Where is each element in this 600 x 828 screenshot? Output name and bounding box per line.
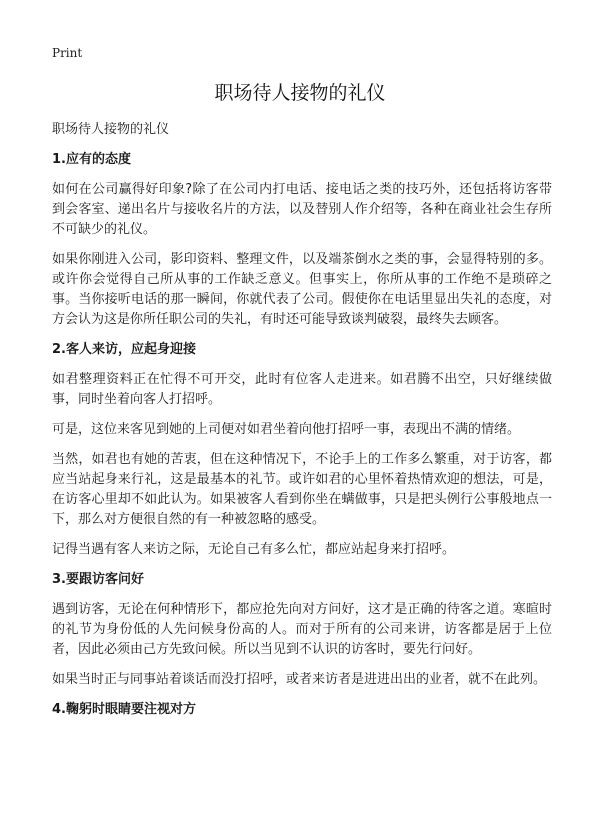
paragraph: 如果当时正与同事站着谈话而没打招呼，或者来访者是进进出出的业者，就不在此列。 <box>52 672 547 687</box>
paragraph: 如何在公司赢得好印象?除了在公司内打电话、接电话之类的技巧外，还包括将访客带到会客室、递出名片与接收名片的方法，以及替别人作介绍等，各种在商业社会生存所不可缺少的礼仪。 <box>52 182 552 237</box>
paragraph: 可是，这位来客见到她的上司便对如君坐着向他打招呼一事，表现出不满的情绪。 <box>52 422 521 437</box>
section-heading-say-hello: 3.要跟访客问好 <box>52 572 144 587</box>
paragraph: 当然，如君也有她的苦衷，但在这种情况下，不论手上的工作多么繁重，对于访客，都应当站起身来行礼，这是最基本的礼节。或许如君的心里怀着热情欢迎的想法，可是，在访客心里却不如此认为。如果被客人看到你坐在螨做事，只是把头例行公事般地点一下，那么对方便很自然的有一种被忽略的感受。 <box>52 452 552 527</box>
section-heading-bow: 4.鞠躬时眼睛要注视对方 <box>52 702 196 717</box>
paragraph: 遇到访客，无论在何种情形下，都应抢先向对方问好，这才是正确的待客之道。寒暄时的礼节为身份低的人先问候身份高的人。而对于所有的公司来讲，访客都是居于上位者，因此必须由己方先致问候。所以当见到不认识的访客时，要先行问好。 <box>52 602 552 657</box>
article-body <box>52 120 552 730</box>
paragraph: 如果你刚进入公司，影印资料、整理文件，以及端茶倒水之类的事，会显得特别的多。或许你会觉得自己所从事的工作缺乏意义。但事实上，你所从事的工作绝不是琐碎之事。当你接听电话的那一瞬间，你就代表了公司。假使你在电话里显出失礼的态度，对方会认为这是你所任职公司的失礼，有时还可能导致谈判破裂，最终失去顾客。 <box>52 252 552 327</box>
section-heading-attitude: 1.应有的态度 <box>52 152 131 167</box>
paragraph: 如君整理资料正在忙得不可开交，此时有位客人走进来。如君腾不出空，只好继续做事，同时坐着向客人打招呼。 <box>52 372 552 407</box>
section-heading-greet-visitors: 2.客人来访，应起身迎接 <box>52 342 196 357</box>
article-subtitle: 职场待人接物的礼仪 <box>52 122 170 137</box>
paragraph: 记得当遇有客人来访之际，无论自己有多么忙，都应站起身来打招呼。 <box>52 542 456 557</box>
print-link[interactable]: Print <box>52 46 83 60</box>
page-title: 职场待人接物的礼仪 <box>214 82 386 104</box>
